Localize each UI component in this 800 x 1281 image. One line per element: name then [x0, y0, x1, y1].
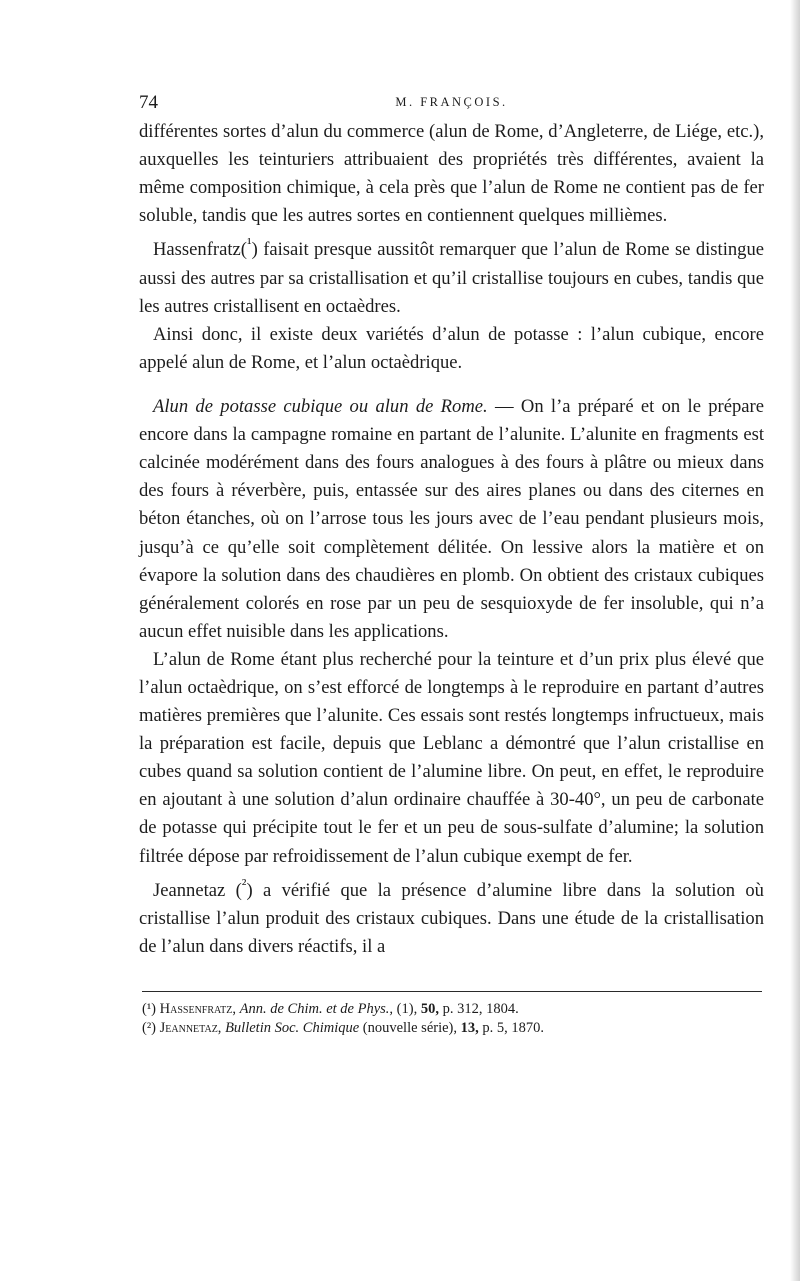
paragraph	[139, 871, 764, 961]
footnote-author: Jeannetaz,	[159, 1020, 222, 1037]
footnote-reference: ¹	[246, 235, 252, 253]
footnote-marker: (¹)	[142, 1001, 157, 1018]
footnote-journal: Ann. de Chim. et de Phys.,	[239, 1001, 394, 1018]
footnote	[142, 1000, 764, 1019]
footnote-volume: 50,	[420, 1001, 439, 1018]
footnote-journal: Bulletin Soc. Chimique	[225, 1020, 360, 1037]
paragraph: Ainsi donc, il existe deux variétés d’alun de potasse : l’alun cubique, encore appelé alun de Rome, et l’alun octaèdrique.	[139, 323, 764, 373]
footnote-pages: p. 312, 1804.	[442, 1001, 519, 1018]
footnote-series: (1),	[396, 1001, 418, 1018]
footnote-reference: ²	[241, 875, 247, 893]
section-heading: Alun de potasse cubique ou alun de Rome.	[153, 396, 488, 418]
body-text	[139, 118, 764, 961]
paragraph: différentes sortes d’alun du commerce (alun de Rome, d’Angleterre, de Liége, etc.), auxquelles les teinturiers attribuaient des propriétés très différentes, avaient la même composition chimique, à cela près que l’alun de Rome ne contient pas de fer soluble, tandis que les autres sortes en contiennent quelques millièmes.	[139, 121, 764, 227]
footnote-volume: 13,	[460, 1020, 479, 1037]
paragraph	[139, 393, 764, 646]
footnote-divider	[142, 991, 762, 992]
paragraph	[139, 230, 764, 320]
footnote-author: Hassenfratz,	[159, 1001, 236, 1018]
footnotes	[142, 1000, 764, 1038]
footnote-marker: (²)	[142, 1020, 157, 1037]
running-head	[139, 92, 764, 118]
paragraph: L’alun de Rome étant plus recherché pour la teinture et d’un prix plus élevé que l’alun octaèdrique, on s’est efforcé de longtemps à le reproduire en partant d’autres matières premières que l’alunite. Ces essais sont restés longtemps infructueux, mais la préparation est facile, depuis que Leblanc a démontré que l’alun cristallise en cubes quand sa solution contient de l’alumine libre. On peut, en effet, le reproduire en ajoutant à une solution d’alun ordinaire chauffée à 30-40°, un peu de carbonate de potasse qui précipite tout le fer et un peu de sous-sulfate d’alumine; la solution filtrée dépose par refroidissement de l’alun cubique exempt de fer.	[139, 648, 764, 867]
paragraph-text: Hassenfratz(	[153, 239, 247, 261]
running-title: M. FRANÇOIS.	[395, 95, 508, 109]
page-number: 74	[139, 92, 158, 113]
footnote-pages: p. 5, 1870.	[482, 1020, 545, 1037]
footnote-series: (nouvelle série),	[362, 1020, 458, 1037]
page-edge-shadow	[790, 0, 800, 1281]
book-page	[139, 92, 764, 1038]
paragraph-text: Jeannetaz (	[153, 879, 242, 901]
paragraph-text: ) a vérifié que la présence d’alumine libre dans la solution où cristallise l’alun produit des cristaux cubiques. Dans une étude de la cristallisation de l’alun dans divers réactifs, il a	[139, 879, 764, 957]
footnote	[142, 1019, 764, 1038]
paragraph-text: ) faisait presque aussitôt remarquer que l’alun de Rome se distingue aussi des autres par sa cristallisation et qu’il cristallise toujours en cubes, tandis que les autres cristallisent en octaèdres.	[139, 239, 764, 317]
paragraph-text: — On l’a préparé et on le prépare encore dans la campagne romaine en partant de l’alunite. L’alunite en fragments est calcinée modérément dans des fours analogues à des fours à plâtre ou mieux dans des fours à réverbère, puis, entassée sur des aires planes ou dans des citernes en béton étanches, où on l’arrose tous les jours avec de l’eau pendant plusieurs mois, jusqu’à ce qu’elle soit complètement délitée. On lessive alors la matière et on évapore la solution dans des chaudières en plomb. On obtient des cristaux cubiques généralement colorés en rose par un peu de sesquioxyde de fer insoluble, qui n’a aucun effet nuisible dans les applications.	[139, 396, 764, 642]
